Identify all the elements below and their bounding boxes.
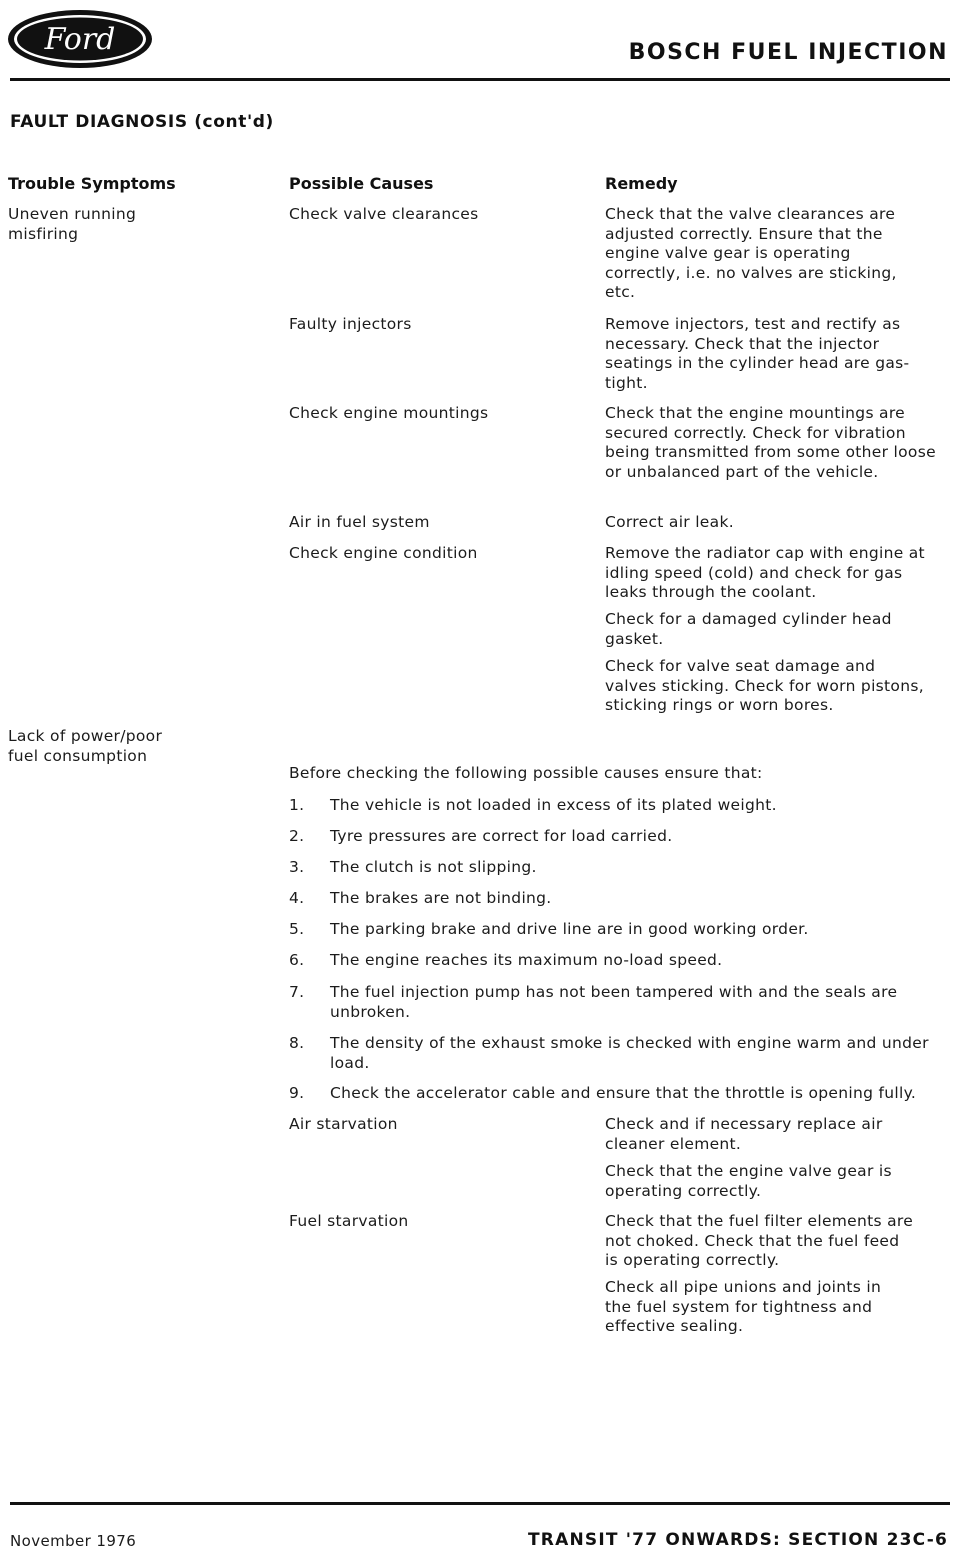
remedy-valve-clearances: Check that the valve clearances are adjusted correctly. Ensure that the engine valve gear is operating correctly, i.e. no valves are sticking, etc. [605, 205, 897, 302]
checklist-intro: Before checking the following possible causes ensure that: [289, 764, 763, 782]
remedy-pipe-unions: Check all pipe unions and joints in the fuel system for tightness and effective sealing. [605, 1278, 882, 1336]
cause-air-in-fuel: Air in fuel system [289, 513, 430, 531]
footer-date: November 1976 [10, 1532, 137, 1550]
ford-logo [6, 8, 154, 70]
header-rule [10, 78, 950, 81]
footer-section-label: TRANSIT '77 ONWARDS: SECTION 23C-6 [528, 1530, 948, 1550]
cause-air-starvation: Air starvation [289, 1115, 398, 1133]
cause-fuel-starvation: Fuel starvation [289, 1212, 409, 1230]
checklist-item: The vehicle is not loaded in excess of its plated weight. [330, 796, 777, 814]
symptom-uneven-running: Uneven running misfiring [8, 205, 137, 243]
checklist-item: The fuel injection pump has not been tampered with and the seals are unbroken. [330, 983, 898, 1021]
column-heading-symptoms: Trouble Symptoms [8, 174, 176, 193]
checklist-number: 4. [289, 889, 305, 907]
checklist-number: 3. [289, 858, 305, 876]
checklist-number: 6. [289, 951, 305, 969]
remedy-valve-gear: Check that the engine valve gear is operating correctly. [605, 1162, 892, 1200]
checklist-number: 7. [289, 983, 305, 1001]
checklist-number: 1. [289, 796, 305, 814]
cause-engine-mountings: Check engine mountings [289, 404, 489, 422]
svg-text:Ford: Ford [44, 22, 116, 57]
checklist-item: The engine reaches its maximum no-load speed. [330, 951, 723, 969]
column-heading-remedy: Remedy [605, 174, 678, 193]
column-heading-causes: Possible Causes [289, 174, 434, 193]
checklist-number: 8. [289, 1034, 305, 1052]
checklist-number: 2. [289, 827, 305, 845]
remedy-air-leak: Correct air leak. [605, 513, 734, 531]
checklist-number: 9. [289, 1084, 305, 1102]
remedy-air-cleaner: Check and if necessary replace air cleaner element. [605, 1115, 883, 1153]
section-title: FAULT DIAGNOSIS (cont'd) [10, 112, 274, 132]
symptom-lack-of-power: Lack of power/poor fuel consumption [8, 727, 163, 765]
checklist-item: The brakes are not binding. [330, 889, 552, 907]
checklist-item: The parking brake and drive line are in good working order. [330, 920, 809, 938]
remedy-radiator-cap: Remove the radiator cap with engine at idling speed (cold) and check for gas leaks through the coolant. [605, 544, 925, 602]
remedy-fuel-filter: Check that the fuel filter elements are not choked. Check that the fuel feed is operating correctly. [605, 1212, 914, 1270]
cause-faulty-injectors: Faulty injectors [289, 315, 412, 333]
remedy-engine-mountings: Check that the engine mountings are secured correctly. Check for vibration being transmitted from some other loose or unbalanced part of the vehicle. [605, 404, 936, 481]
cause-valve-clearances: Check valve clearances [289, 205, 479, 223]
checklist-item: The density of the exhaust smoke is checked with engine warm and under load. [330, 1034, 929, 1072]
checklist-item: Tyre pressures are correct for load carried. [330, 827, 673, 845]
remedy-faulty-injectors: Remove injectors, test and rectify as necessary. Check that the injector seatings in the cylinder head are gas-tight. [605, 315, 910, 392]
checklist-item: Check the accelerator cable and ensure that the throttle is opening fully. [330, 1084, 917, 1102]
remedy-valve-seat: Check for valve seat damage and valves sticking. Check for worn pistons, sticking rings or worn bores. [605, 657, 924, 715]
remedy-head-gasket: Check for a damaged cylinder head gasket. [605, 610, 892, 648]
checklist-number: 5. [289, 920, 305, 938]
cause-engine-condition: Check engine condition [289, 544, 478, 562]
footer-rule [10, 1502, 950, 1505]
checklist-item: The clutch is not slipping. [330, 858, 537, 876]
page-header-title: BOSCH FUEL INJECTION [628, 40, 948, 65]
